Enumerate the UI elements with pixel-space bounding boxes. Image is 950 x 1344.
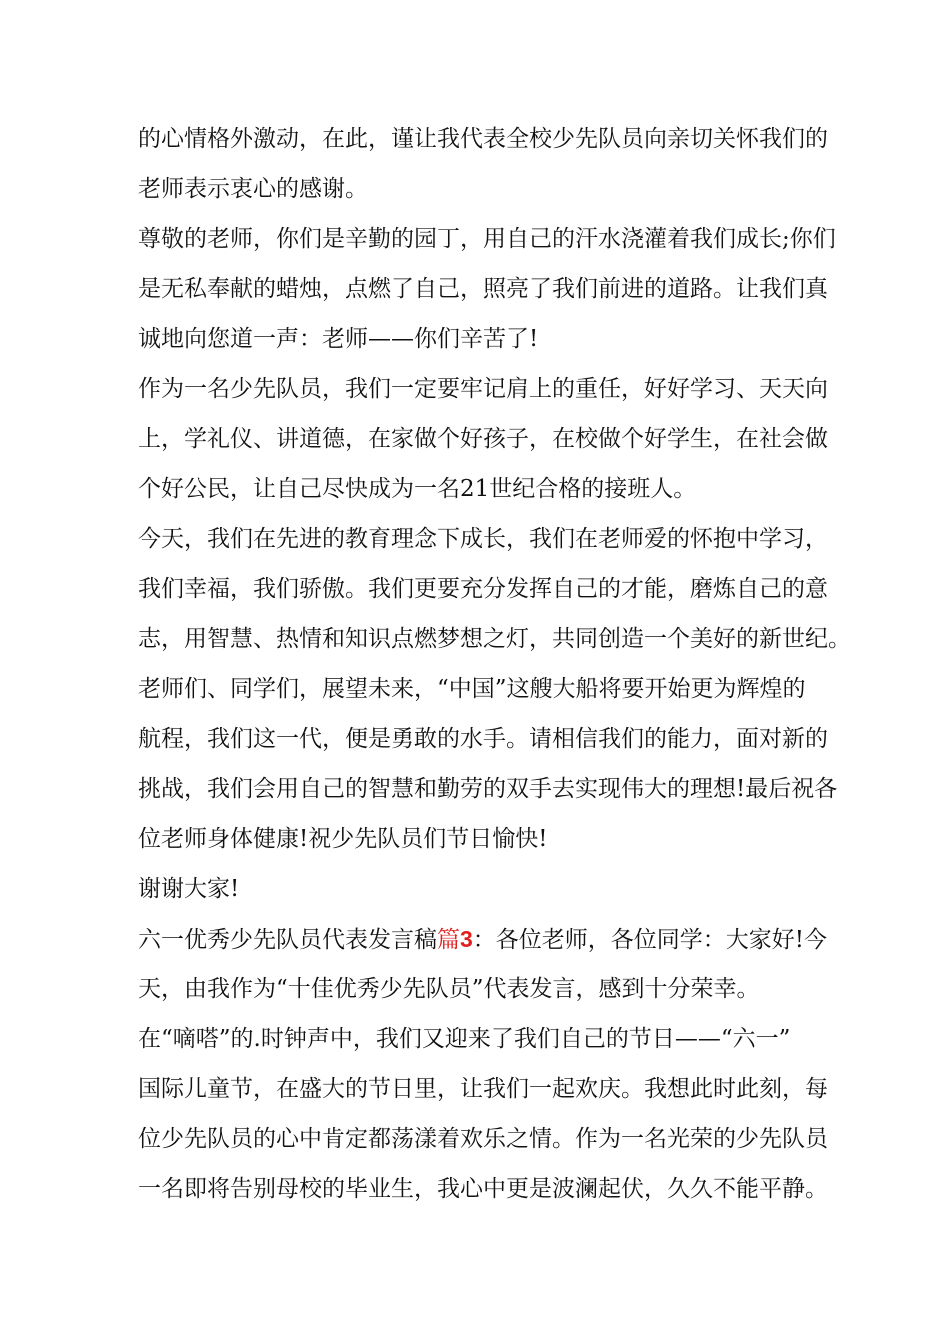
text-line: 尊敬的老师，你们是辛勤的园丁，用自己的汗水浇灌着我们成长;你们 bbox=[138, 226, 836, 252]
text-line: 今天，我们在先进的教育理念下成长，我们在老师爱的怀抱中学习， bbox=[138, 526, 828, 552]
text-line: 的心情格外激动，在此，谨让我代表全校少先队员向亲切关怀我们的 bbox=[138, 126, 828, 152]
text-line: 位老师身体健康!祝少先队员们节日愉快! bbox=[138, 826, 548, 852]
paragraph-5 bbox=[138, 664, 838, 864]
paragraph-1 bbox=[138, 114, 828, 214]
text-line: 诚地向您道一声：老师——你们辛苦了! bbox=[138, 326, 539, 352]
text-line: 天，由我作为“十佳优秀少先队员”代表发言，感到十分荣幸。 bbox=[138, 976, 760, 1002]
text-line: 老师表示衷心的感谢。 bbox=[138, 176, 368, 202]
text-line: 个好公民，让自己尽快成为一名21世纪合格的接班人。 bbox=[138, 476, 697, 502]
paragraph-3 bbox=[138, 364, 828, 514]
heading-paragraph bbox=[138, 914, 828, 1014]
paragraph-6 bbox=[138, 864, 828, 914]
paragraph-4 bbox=[138, 514, 851, 664]
text-line: 挑战，我们会用自己的智慧和勤劳的双手去实现伟大的理想!最后祝各 bbox=[138, 776, 838, 802]
paragraph-2 bbox=[138, 214, 836, 364]
heading-suffix: ：各位老师，各位同学：大家好!今 bbox=[472, 927, 828, 953]
text-line: 作为一名少先队员，我们一定要牢记肩上的重任，好好学习、天天向 bbox=[138, 376, 828, 402]
text-line: 航程，我们这一代，便是勇敢的水手。请相信我们的能力，面对新的 bbox=[138, 726, 828, 752]
text-line: 是无私奉献的蜡烛，点燃了自己，照亮了我们前进的道路。让我们真 bbox=[138, 276, 828, 302]
text-line: 老师们、同学们，展望未来，“中国”这艘大船将要开始更为辉煌的 bbox=[138, 676, 806, 702]
text-line: 国际儿童节，在盛大的节日里，让我们一起欢庆。我想此时此刻，每 bbox=[138, 1076, 828, 1102]
text-line: 位少先队员的心中肯定都荡漾着欢乐之情。作为一名光荣的少先队员 bbox=[138, 1126, 828, 1152]
heading-prefix: 六一优秀少先队员代表发言稿 bbox=[138, 927, 437, 953]
paragraph-final bbox=[138, 1014, 828, 1214]
text-line: 志，用智慧、热情和知识点燃梦想之灯，共同创造一个美好的新世纪。 bbox=[138, 626, 851, 652]
text-line: 我们幸福，我们骄傲。我们更要充分发挥自己的才能，磨炼自己的意 bbox=[138, 576, 828, 602]
heading-highlight-word: 篇 bbox=[437, 927, 460, 953]
text-line: 一名即将告别母校的毕业生，我心中更是波澜起伏，久久不能平静。 bbox=[138, 1176, 828, 1202]
document-body bbox=[138, 114, 851, 1214]
heading-highlight-number: 3 bbox=[460, 926, 473, 952]
text-line: 谢谢大家! bbox=[138, 876, 240, 902]
text-line: 上，学礼仪、讲道德，在家做个好孩子，在校做个好学生，在社会做 bbox=[138, 426, 828, 452]
heading-line bbox=[138, 914, 828, 964]
text-line: 在“嘀嗒”的.时钟声中，我们又迎来了我们自己的节日——“六一” bbox=[138, 1026, 791, 1052]
